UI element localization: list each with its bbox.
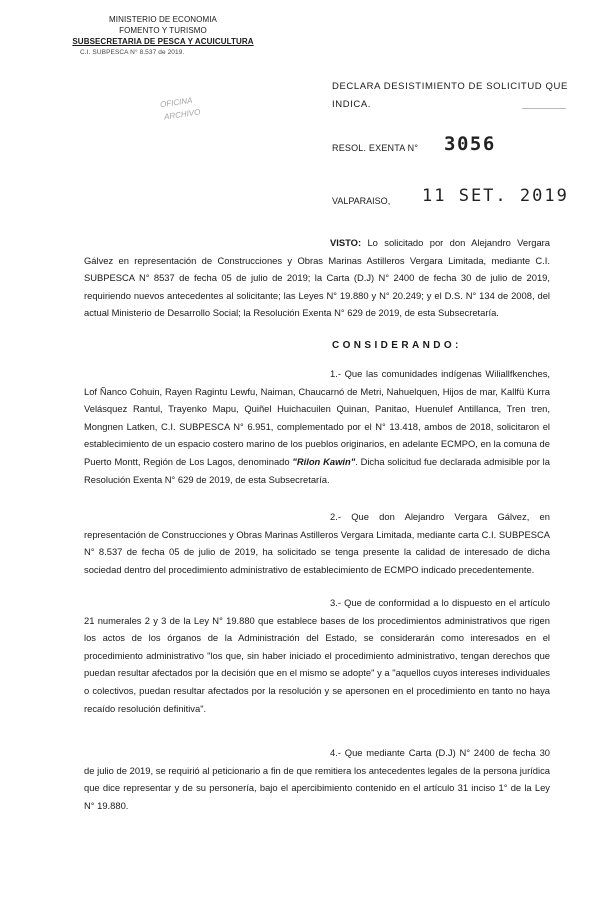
office-stamp: OFICINA ARCHIVO [159,95,201,122]
place-label: VALPARAISO, [332,196,391,206]
resolution-label: RESOL. EXENTA N° [332,143,419,153]
considerando-heading: CONSIDERANDO: [332,340,462,351]
visto-text: Lo solicitado por don Alejandro Vergara Gálvez en representación de Construcciones y Obras Marinas Astilleros Vergara Limitada, mediante C.I. SUBPESCA N° 8537 de fecha 05 de julio de 2019; la Carta (D.J) N° 2400 de fecha 30 de julio de 2019, requiriendo nuevos antecedentes al solicitante; las Leyes N° 19.880 y N° 20.249; y el D.S. N° 134 de 2008, del actual Ministerio de Desarrollo Social; la Resolución Exenta N° 629 de 2019, de esta Subsecretaría. [84,237,550,319]
ecmpo-name: "Rilon Kawin" [292,455,356,467]
resolution-date: 11 SET. 2019 [422,186,569,206]
considerando-4: 4.- Que mediante Carta (D.J) N° 2400 de fecha 30 de julio de 2019, se requirió al peticionario a fin de que remitiera los antecedentes legales de la persona jurídica que dice representar y de su personería, bajo el apercibimiento contenido en el artículo 31 inciso 1° de la Ley N° 19.880. [84,747,550,811]
letterhead-ministry-sub: FOMENTO Y TURISMO [119,26,207,35]
considerando-3: 3.- Que de conformidad a lo dispuesto en el artículo 21 numerales 2 y 3 de la Ley N° 19.880 que establece bases de los procedimientos administrativos que rigen los actos de los órganos de la Administración del Estado, se considerarán como interesados en el procedimiento administrativo "los que, sin haber iniciado el procedimiento administrativo, tengan derechos que puedan resultar afectados por la decisión que en el mismo se adopte" y a "aquellos cuyos intereses individuales o colectivos, puedan resultar afectados por la resolución y se apersonen en el procedimiento en tanto no haya recaído resolución definitiva". [84,597,550,714]
considerando-2-number: 2.- [330,511,341,522]
letterhead-reference: C.I. SUBPESCA N° 8.537 de 2019. [80,49,185,56]
letterhead-undersecretariat: SUBSECRETARIA DE PESCA Y ACUICULTURA [72,37,254,46]
letterhead-ministry: MINISTERIO DE ECONOMIA [109,15,217,24]
considerando-3-number: 3.- [330,597,341,608]
visto-paragraph [84,234,550,322]
resolution-number: 3056 [444,133,496,155]
considerando-1-number: 1.- [330,368,341,379]
declaration-title: DECLARA DESISTIMIENTO DE SOLICITUD QUE INDICA. [332,81,568,110]
considerando-4-number: 4.- [330,747,341,758]
declaration-underline [522,108,566,109]
considerando-1: 1.- Que las comunidades indígenas Wiliallfkenches, Lof Ñanco Cohuin, Rayen Ragintu Lewfu, Naiman, Chaucarnó de Metri, Nahuelquen, Hijos de mar, Kallfü Kurra Velásquez Rantul, Trayenko Mapu, Quiñel Huichacuilen Quinan, Panitao, Huenulef Antillanca, Tren tren, Mongnen Latken, C.I. SUBPESCA N° 6.951, complementado por el N° 13.418, ambos de 2018, solicitaron el establecimiento de un espacio costero marino de los pueblos originarios, en adelante ECMPO, en la comuna de Puerto Montt, Región de Los Lagos, denominado "Rilon Kawin". Dicha solicitud fue declarada admisible por la Resolución Exenta N° 629 de 2019, de esta Subsecretaría. [84,368,550,485]
visto-label: VISTO: [330,237,362,248]
considerando-2: 2.- Que don Alejandro Vergara Gálvez, en representación de Construcciones y Obras Marinas Astilleros Vergara Limitada, mediante carta C.I. SUBPESCA N° 8.537 de fecha 05 de julio de 2019, ha solicitado se tenga presente la calidad de interesado de dicha sociedad dentro del procedimiento administrativo de establecimiento de ECMPO indicado precedentemente. [84,511,550,575]
letterhead [68,14,258,58]
